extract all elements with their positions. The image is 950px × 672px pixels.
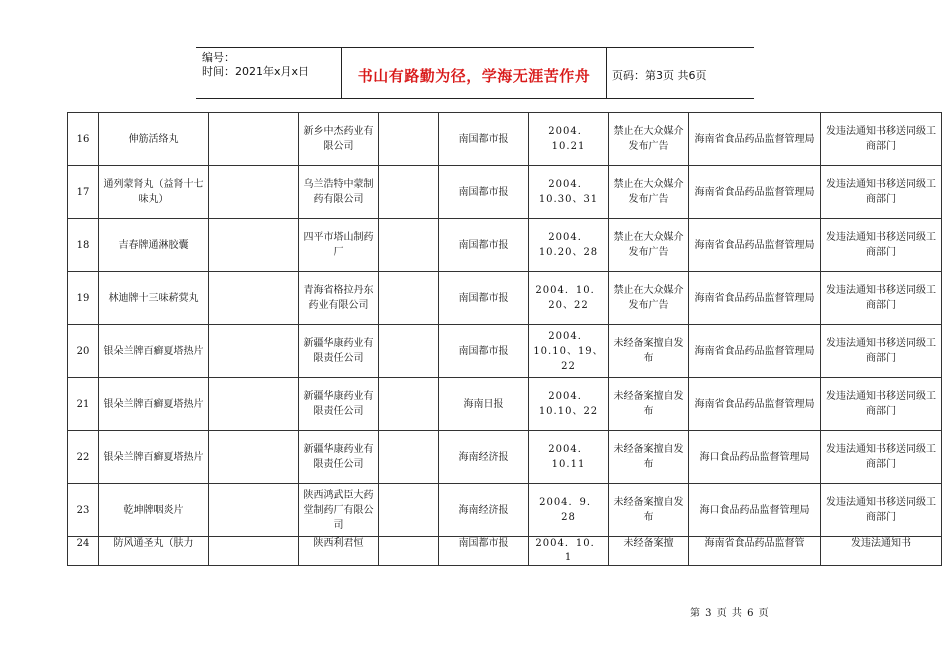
violation-type: 未经备案擅自发布	[609, 325, 689, 378]
drug-name: 通列蒙肾丸（益肾十七味丸）	[99, 166, 209, 219]
manufacturer: 四平市塔山制药厂	[299, 219, 379, 272]
empty-cell	[209, 484, 299, 537]
publish-date: 2004．9．28	[529, 484, 609, 537]
row-number: 19	[68, 272, 99, 325]
header-number-label: 编号：	[202, 51, 235, 64]
empty-cell	[379, 325, 439, 378]
manufacturer: 陕西鸿武臣大药堂制药厂有限公司	[299, 484, 379, 537]
publish-date: 2004．10.30、31	[529, 166, 609, 219]
row-number: 21	[68, 378, 99, 431]
publish-date: 2004．10.10、22	[529, 378, 609, 431]
media-outlet: 海南经济报	[439, 484, 529, 537]
action-taken: 发违法通知书移送同级工商部门	[821, 113, 942, 166]
empty-cell	[379, 219, 439, 272]
empty-cell	[209, 325, 299, 378]
enforcement-agency: 海口食品药品监督管理局	[689, 431, 821, 484]
header-motto: 书山有路勤为径，学海无涯苦作舟	[357, 67, 591, 85]
table-row	[68, 166, 942, 219]
violation-type: 未经备案擅自发布	[609, 484, 689, 537]
drug-name: 吉春牌通淋胶囊	[99, 219, 209, 272]
row-number: 18	[68, 219, 99, 272]
drug-name: 银朵兰牌百癣夏塔热片	[99, 325, 209, 378]
drug-name: 银朵兰牌百癣夏塔热片	[99, 431, 209, 484]
empty-cell	[379, 272, 439, 325]
action-taken: 发违法通知书移送同级工商部门	[821, 484, 942, 537]
action-taken: 发违法通知书移送同级工商部门	[821, 325, 942, 378]
table-row	[68, 113, 942, 166]
manufacturer: 新疆华康药业有限责任公司	[299, 378, 379, 431]
table-row	[68, 537, 942, 566]
publish-date: 2004．10．20、22	[529, 272, 609, 325]
empty-cell	[379, 378, 439, 431]
table-row	[68, 378, 942, 431]
table-row	[68, 325, 942, 378]
action-taken: 发违法通知书移送同级工商部门	[821, 219, 942, 272]
table-body	[68, 113, 942, 566]
empty-cell	[209, 537, 299, 566]
enforcement-agency: 海南省食品药品监督管理局	[689, 378, 821, 431]
drug-name: 林迪牌十三味菥蓂丸	[99, 272, 209, 325]
header-divider	[606, 48, 607, 98]
row-number: 16	[68, 113, 99, 166]
action-taken: 发违法通知书移送同级工商部门	[821, 166, 942, 219]
enforcement-agency: 海南省食品药品监督管理局	[689, 166, 821, 219]
manufacturer: 新疆华康药业有限责任公司	[299, 325, 379, 378]
empty-cell	[209, 431, 299, 484]
manufacturer: 新疆华康药业有限责任公司	[299, 431, 379, 484]
media-outlet: 海南日报	[439, 378, 529, 431]
publish-date: 2004．10．1	[529, 537, 609, 566]
row-number: 20	[68, 325, 99, 378]
violation-type: 禁止在大众媒介发布广告	[609, 219, 689, 272]
drug-name: 乾坤牌咽炎片	[99, 484, 209, 537]
row-number: 23	[68, 484, 99, 537]
publish-date: 2004．10.20、28	[529, 219, 609, 272]
enforcement-agency: 海南省食品药品监督管理局	[689, 325, 821, 378]
enforcement-agency: 海南省食品药品监督管理局	[689, 219, 821, 272]
drug-name: 防风通圣丸（肤力	[99, 537, 209, 566]
publish-date: 2004．10.10、19、22	[529, 325, 609, 378]
action-taken: 发违法通知书移送同级工商部门	[821, 272, 942, 325]
drug-name: 银朵兰牌百癣夏塔热片	[99, 378, 209, 431]
empty-cell	[209, 219, 299, 272]
table-row	[68, 431, 942, 484]
manufacturer: 陕西利君恒	[299, 537, 379, 566]
enforcement-agency: 海口食品药品监督管理局	[689, 484, 821, 537]
drug-name: 伸筋活络丸	[99, 113, 209, 166]
media-outlet: 南国都市报	[439, 219, 529, 272]
media-outlet: 海南经济报	[439, 431, 529, 484]
header-page-info: 页码：第3页 共6页	[612, 69, 707, 82]
table-row	[68, 272, 942, 325]
media-outlet: 南国都市报	[439, 166, 529, 219]
manufacturer: 乌兰浩特中蒙制药有限公司	[299, 166, 379, 219]
manufacturer: 青海省格拉丹东药业有限公司	[299, 272, 379, 325]
media-outlet: 南国都市报	[439, 537, 529, 566]
empty-cell	[379, 113, 439, 166]
violation-type: 未经备案擅自发布	[609, 431, 689, 484]
header-time-label: 时间：2021年x月x日	[202, 65, 310, 78]
row-number: 17	[68, 166, 99, 219]
table-row	[68, 484, 942, 537]
violation-type: 未经备案擅自发布	[609, 378, 689, 431]
publish-date: 2004．10.11	[529, 431, 609, 484]
media-outlet: 南国都市报	[439, 113, 529, 166]
empty-cell	[209, 113, 299, 166]
empty-cell	[379, 484, 439, 537]
media-outlet: 南国都市报	[439, 272, 529, 325]
manufacturer: 新乡中杰药业有限公司	[299, 113, 379, 166]
enforcement-agency: 海南省食品药品监督管理局	[689, 113, 821, 166]
empty-cell	[379, 431, 439, 484]
ad-violation-table	[67, 112, 942, 566]
row-number: 22	[68, 431, 99, 484]
violation-type: 禁止在大众媒介发布广告	[609, 272, 689, 325]
violation-type: 未经备案擅	[609, 537, 689, 566]
empty-cell	[209, 378, 299, 431]
empty-cell	[379, 537, 439, 566]
enforcement-agency: 海南省食品药品监督管	[689, 537, 821, 566]
header-meta	[202, 51, 342, 79]
publish-date: 2004．10.21	[529, 113, 609, 166]
action-taken: 发违法通知书	[821, 537, 942, 566]
violation-type: 禁止在大众媒介发布广告	[609, 113, 689, 166]
empty-cell	[379, 166, 439, 219]
violation-type: 禁止在大众媒介发布广告	[609, 166, 689, 219]
enforcement-agency: 海南省食品药品监督管理局	[689, 272, 821, 325]
page-footer: 第 3 页 共 6 页	[690, 608, 770, 619]
media-outlet: 南国都市报	[439, 325, 529, 378]
action-taken: 发违法通知书移送同级工商部门	[821, 431, 942, 484]
row-number: 24	[68, 537, 99, 566]
empty-cell	[209, 272, 299, 325]
table-row	[68, 219, 942, 272]
action-taken: 发违法通知书移送同级工商部门	[821, 378, 942, 431]
empty-cell	[209, 166, 299, 219]
page-header	[196, 47, 754, 99]
